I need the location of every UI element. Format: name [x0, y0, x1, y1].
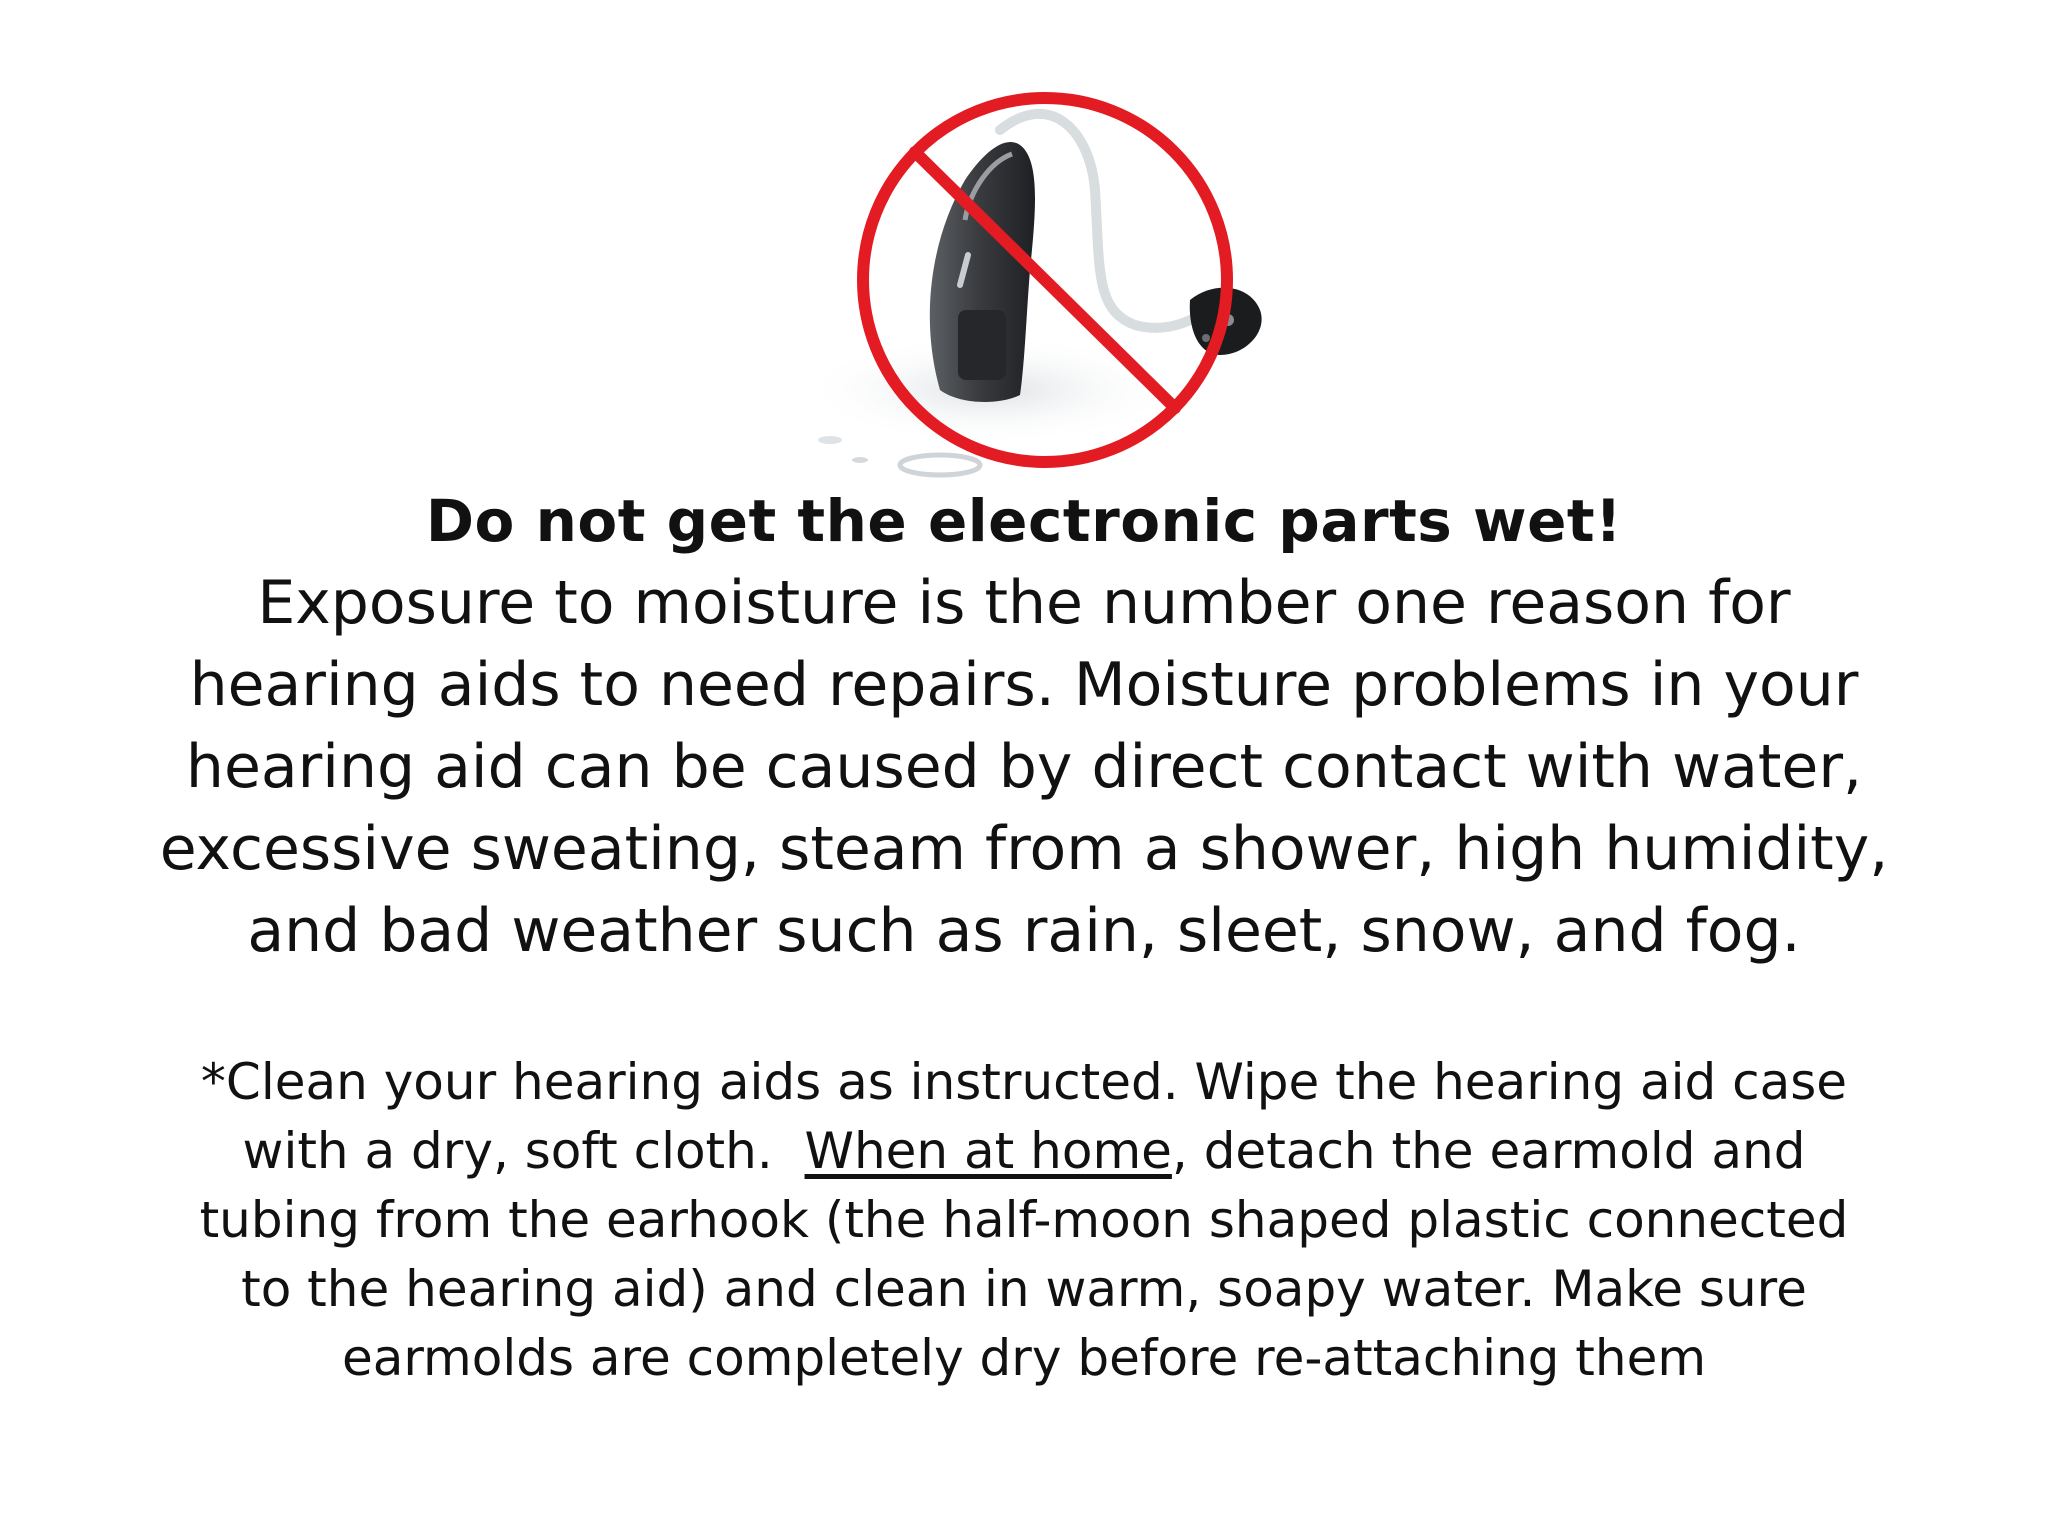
moisture-explanation [40, 562, 2008, 972]
note-line [40, 1117, 2008, 1186]
explanation-line: hearing aids to need repairs. Moisture problems in your [189, 650, 1859, 720]
note-text: , detach the earmold and [1171, 1122, 1806, 1180]
hearing-aid-prohibited-icon [790, 70, 1310, 490]
explanation-line: Exposure to moisture is the number one reason for [257, 568, 1791, 638]
cleaning-note [40, 1048, 2008, 1393]
note-text: with a dry, soft cloth. [242, 1122, 805, 1180]
when-at-home-emphasis: When at home [804, 1122, 1172, 1180]
warning-heading: Do not get the electronic parts wet! [425, 487, 1623, 555]
note-line: to the hearing aid) and clean in warm, soapy water. Make sure [241, 1260, 1807, 1318]
explanation-line: excessive sweating, steam from a shower, high humidity, [159, 814, 1889, 884]
explanation-line: hearing aid can be caused by direct contact with water, [185, 732, 1863, 802]
note-line: earmolds are completely dry before re-attaching them [341, 1329, 1707, 1387]
note-line: tubing from the earhook (the half-moon shaped plastic connected [199, 1191, 1849, 1249]
no-water-illustration [790, 70, 1310, 490]
note-line: *Clean your hearing aids as instructed. Wipe the hearing aid case [200, 1053, 1848, 1111]
water-drop [900, 455, 980, 475]
explanation-line: and bad weather such as rain, sleet, snow, and fog. [247, 896, 1801, 966]
main-content [40, 480, 2008, 1393]
